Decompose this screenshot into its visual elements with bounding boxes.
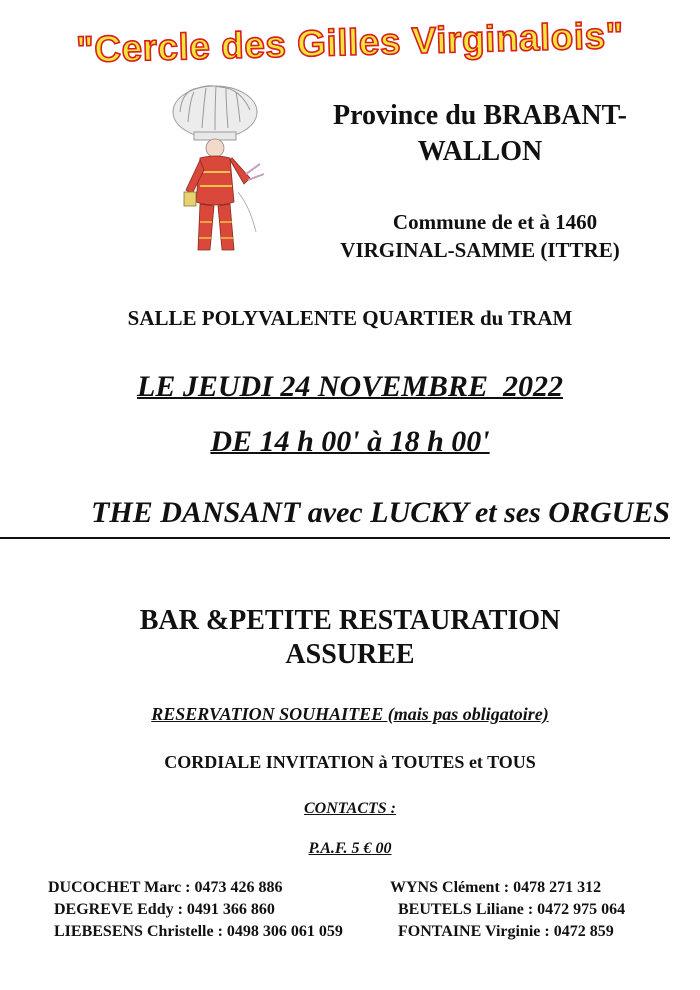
- contacts-left-column: [48, 877, 378, 943]
- poster-title: "Cercle des Gilles Virginalois": [75, 14, 625, 71]
- commune-line-2: VIRGINAL-SAMME (ITTRE): [340, 238, 620, 262]
- reservation-note: RESERVATION SOUHAITEE (mais pas obligatoire): [151, 704, 549, 724]
- contacts-heading: [0, 800, 700, 818]
- contact-entry: DUCOCHET Marc : 0473 426 886: [48, 879, 283, 896]
- bar-line-2: ASSUREE: [285, 639, 415, 670]
- contact-entry: FONTAINE Virginie : 0472 859: [398, 923, 614, 940]
- event-underline-rule: [0, 537, 670, 539]
- contact-entry: LIEBESENS Christelle : 0498 306 061 059: [54, 923, 343, 940]
- gille-body: [184, 139, 264, 250]
- contacts-heading-text: CONTACTS :: [303, 800, 396, 817]
- province-line-2: WALLON: [417, 136, 543, 167]
- contact-entry: WYNS Clément : 0478 271 312: [390, 879, 602, 896]
- plume-hat: [173, 86, 257, 140]
- commune-line-1: Commune de et à 1460: [392, 210, 598, 234]
- event-date: [0, 370, 700, 404]
- entry-fee: [0, 840, 700, 858]
- event-hours-text: DE 14 h 00' à 18 h 00': [210, 425, 490, 458]
- contacts-right-column: [390, 877, 690, 943]
- event-date-text: LE JEUDI 24 NOVEMBRE 2022: [137, 370, 563, 403]
- entry-fee-text: P.A.F. 5 € 00: [308, 840, 392, 857]
- province-heading: [300, 98, 660, 170]
- contact-entry: DEGREVE Eddy : 0491 366 860: [54, 901, 275, 918]
- bar-line-1: BAR &PETITE RESTAURATION: [139, 605, 561, 636]
- event-hours: [0, 425, 700, 459]
- commune-heading: [300, 208, 660, 264]
- invitation-text: CORDIALE INVITATION à TOUTES et TOUS: [164, 752, 536, 772]
- bar-notice: [0, 604, 700, 672]
- venue-text: SALLE POLYVALENTE QUARTIER du TRAM: [127, 306, 573, 330]
- gille-illustration: [160, 82, 270, 262]
- contact-entry: BEUTELS Liliane : 0472 975 064: [398, 901, 626, 918]
- province-line-1: Province du BRABANT-: [332, 100, 628, 131]
- event-name: THE DANSANT avec LUCKY et ses ORGUES: [91, 496, 670, 529]
